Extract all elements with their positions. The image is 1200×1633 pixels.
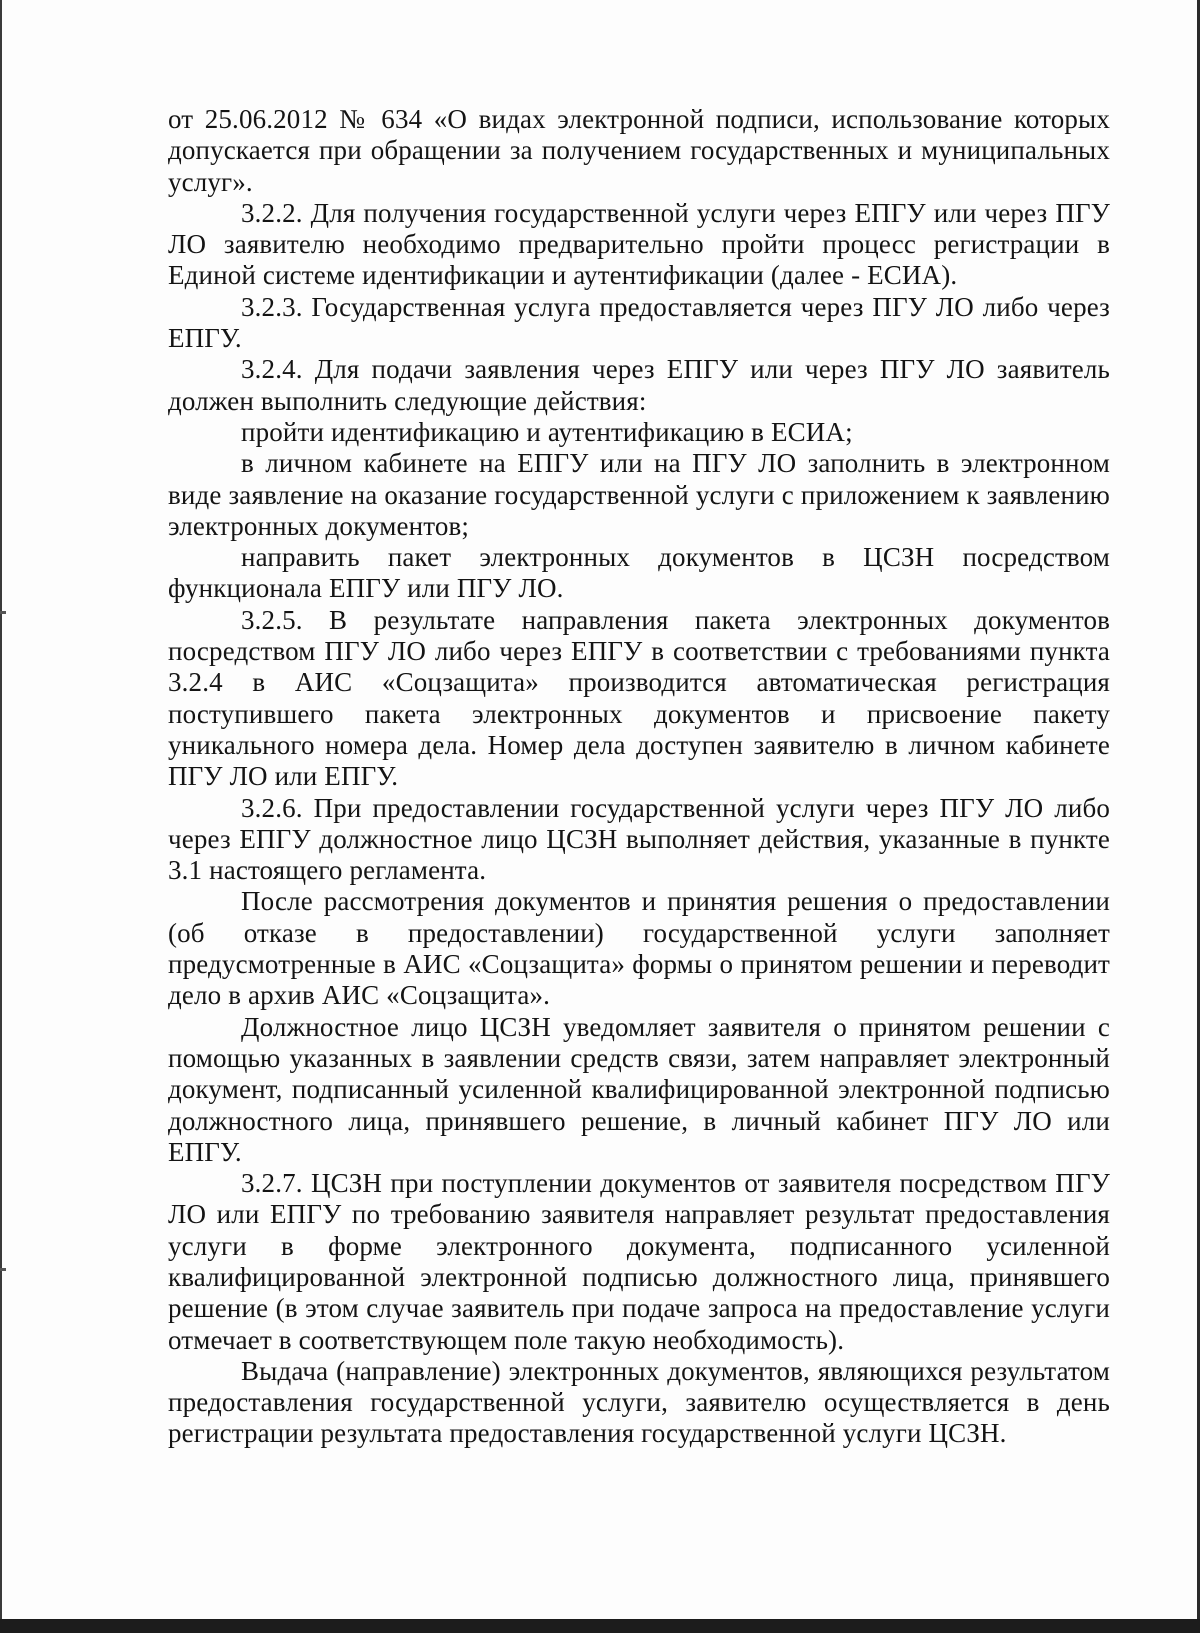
- paragraph-official-notifies: Должностное лицо ЦСЗН уведомляет заявителя о принятом решении с помощью указанных в заявлении средств связи, затем направляет электронный документ, подписанный усиленной квалифицированной электронной подписью должностного лица, принявшего решение, в личный кабинет ПГУ ЛО или ЕПГУ.: [168, 1011, 1110, 1167]
- paragraph-3-2-6: 3.2.6. При предоставлении государственной услуги через ПГУ ЛО либо через ЕПГУ должностное лицо ЦСЗН выполняет действия, указанные в пункте 3.1 настоящего регламента.: [168, 792, 1110, 886]
- scan-mark: [0, 611, 6, 614]
- paragraph-3-2-3: 3.2.3. Государственная услуга предоставляется через ПГУ ЛО либо через ЕПГУ.: [168, 291, 1110, 354]
- scan-edge-left: [0, 0, 2, 1633]
- list-item-identification: пройти идентификацию и аутентификацию в ЕСИА;: [241, 416, 853, 447]
- paragraph-3-2-5: 3.2.5. В результате направления пакета электронных документов посредством ПГУ ЛО либо через ЕПГУ в соответствии с требованиями пункта 3.2.4 в АИС «Соцзащита» производится автоматическая регистрация поступившего пакета электронных документов и присвоение пакету уникального номера дела. Номер дела доступен заявителю в личном кабинете ПГУ ЛО или ЕПГУ.: [168, 604, 1110, 792]
- document-body: [168, 104, 1110, 1450]
- scan-mark: [0, 1268, 6, 1271]
- paragraph-continuation: от 25.06.2012 № 634 «О видах электронной подписи, использование которых допускается при обращении за получением государственных и муниципальных услуг».: [168, 104, 1110, 197]
- paragraph-after-review: После рассмотрения документов и принятия решения о предоставлении (об отказе в предоставлении) государственной услуги заполняет предусмотренные в АИС «Соцзащита» формы о принятом решении и переводит дело в архив АИС «Соцзащита».: [168, 886, 1110, 1011]
- paragraph-issuance: Выдача (направление) электронных документов, являющихся результатом предоставления государственной услуги, заявителю осуществляется в день регистрации результата предоставления государственной услуги ЦСЗН.: [168, 1355, 1110, 1449]
- list-item-send-package: направить пакет электронных документов в ЦСЗН посредством функционала ЕПГУ или ПГУ ЛО.: [168, 542, 1110, 604]
- paragraph-3-2-7: 3.2.7. ЦСЗН при поступлении документов от заявителя посредством ПГУ ЛО или ЕПГУ по требованию заявителя направляет результат предоставления услуги в форме электронного документа, подписанного усиленной квалифицированной электронной подписью должностного лица, принявшего решение (в этом случае заявитель при подаче запроса на предоставление услуги отмечает в соответствующем поле такую необходимость).: [168, 1168, 1110, 1355]
- paragraph-3-2-2: 3.2.2. Для получения государственной услуги через ЕПГУ или через ПГУ ЛО заявителю необходимо предварительно пройти процесс регистрации в Единой системе идентификации и аутентификации (далее - ЕСИА).: [168, 197, 1110, 291]
- paragraph-3-2-4: 3.2.4. Для подачи заявления через ЕПГУ или через ПГУ ЛО заявитель должен выполнить следующие действия:: [168, 354, 1110, 416]
- scan-edge-bottom: [0, 1619, 1200, 1633]
- list-item-fill-application: в личном кабинете на ЕПГУ или на ПГУ ЛО заполнить в электронном виде заявление на оказание государственной услуги с приложением к заявлению электронных документов;: [168, 448, 1110, 541]
